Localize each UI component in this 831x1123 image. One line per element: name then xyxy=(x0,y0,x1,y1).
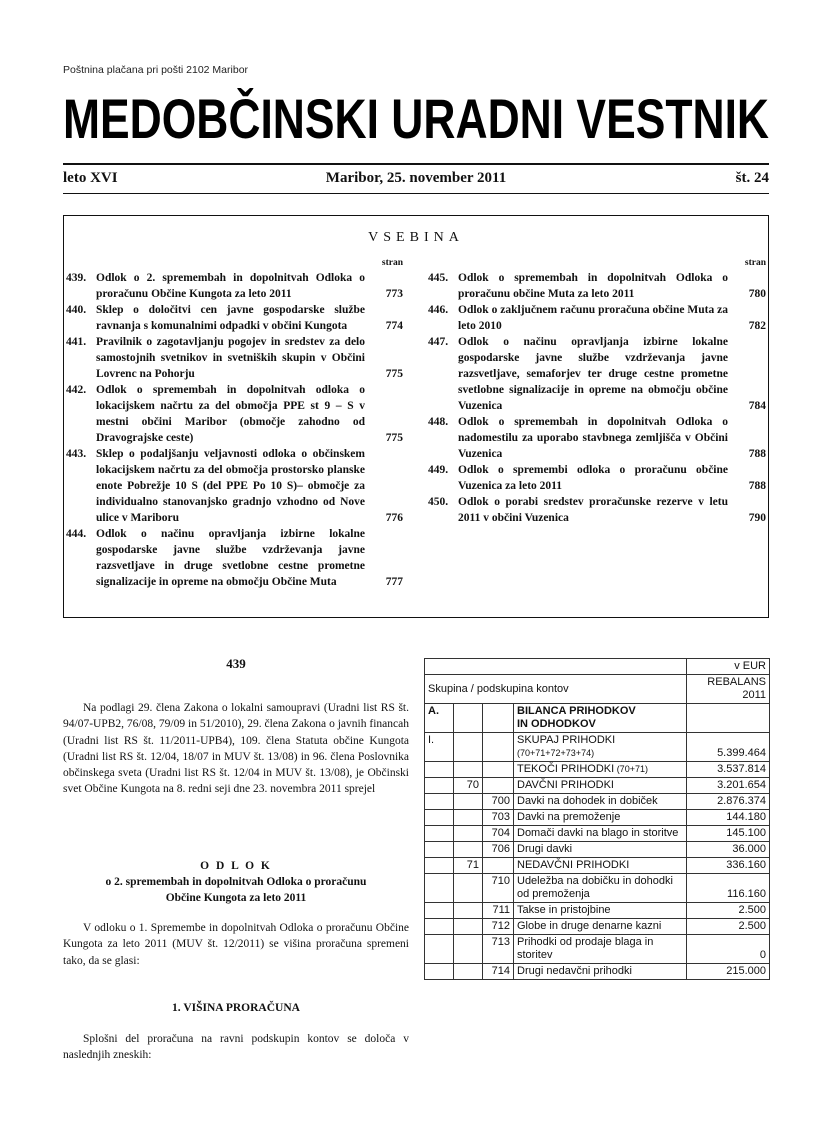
toc-entry-page: 788 xyxy=(748,448,766,460)
budget-subgroup-code: 713 xyxy=(483,935,514,964)
toc-entry-title: Sklep o podaljšanju veljavnosti odloka o občinskem lokacijskem načrtu za del območja prostorsko planske enote Pobrežje 10 S (del PPE Po 10 S)– območje za individualno stanovanjsko gradnjo vzhodno od Nove ulice v Mariboru xyxy=(96,448,365,524)
budget-col-value xyxy=(687,675,770,704)
toc-entry-title: Odlok o načinu opravljanja izbirne lokalne gospodarske javne službe vzdrževanja javne razsvetljave, semaforjev ter druge cestne prometne svetlobne signalizacije in opreme na območju občine Vuzenica xyxy=(458,336,728,412)
budget-value: 0 xyxy=(687,935,770,964)
budget-label xyxy=(514,826,687,842)
budget-label xyxy=(514,794,687,810)
budget-table xyxy=(424,658,770,980)
toc-entry xyxy=(428,270,766,302)
toc-entry-page: 784 xyxy=(748,400,766,412)
budget-label xyxy=(514,874,687,903)
budget-row xyxy=(425,794,770,810)
toc-entry-number: 440. xyxy=(66,304,87,316)
decree-subheading-2: Občine Kungota za leto 2011 xyxy=(165,892,307,904)
budget-group-code xyxy=(454,704,483,733)
budget-subgroup-code xyxy=(483,858,514,874)
budget-label-suffix: (70+71+72+73+74) xyxy=(517,748,595,758)
budget-value: 2.876.374 xyxy=(687,794,770,810)
budget-label xyxy=(514,964,687,980)
toc-entry-title: Pravilnik o zagotavljanju pogojev in sredstev za delo samostojnih svetnikov in svetniških skupin v Občini Lovrenc na Pohorju xyxy=(96,336,365,380)
budget-label-text: DAVČNI PRIHODKI xyxy=(517,779,614,791)
toc-entry xyxy=(66,270,403,302)
budget-row xyxy=(425,826,770,842)
toc-entry-page: 775 xyxy=(385,368,403,380)
budget-label xyxy=(514,778,687,794)
budget-subgroup-code xyxy=(483,704,514,733)
budget-label-text: SKUPAJ PRIHODKI xyxy=(517,734,616,746)
budget-row xyxy=(425,964,770,980)
budget-label-text: Domači davki na blago in storitve xyxy=(517,827,679,839)
budget-currency-row xyxy=(425,659,770,675)
article-preamble: Na podlagi 29. člena Zakona o lokalni samoupravi (Uradni list RS št. 94/07-UPB2, 76/08, 79/09 in 51/2010), 29. člena Zakona o javnih financah (Uradni list RS št. 11/2011-UPB4), 109. člena Statuta občine Kungota (Uradni list RS št. 12/04, 18/07 in MUV št. 13/08) in 96. člena Poslovnika občinskega sveta (Uradni list RS št. 12/04 in MUV št. 13/08), je Občinski svet Občine Kungota na 8. redni seji dne 23. novembra 2011 sprejel xyxy=(63,702,409,796)
budget-label-text: Takse in pristojbine xyxy=(517,904,611,916)
budget-value: 144.180 xyxy=(687,810,770,826)
budget-row xyxy=(425,935,770,964)
budget-label-text: Udeležba na dobičku in dohodki od premoženja xyxy=(517,875,673,900)
budget-group-code xyxy=(454,964,483,980)
toc-entry xyxy=(428,494,766,526)
budget-subgroup-code: 706 xyxy=(483,842,514,858)
budget-label-text: NEDAVČNI PRIHODKI xyxy=(517,859,630,871)
toc-entry-page: 773 xyxy=(385,288,403,300)
budget-label xyxy=(514,762,687,778)
budget-class-code xyxy=(425,919,454,935)
budget-value: 5.399.464 xyxy=(687,733,770,762)
issue-meta-row xyxy=(63,170,769,190)
budget-class-code xyxy=(425,762,454,778)
budget-subgroup-code xyxy=(483,733,514,762)
budget-group-code xyxy=(454,842,483,858)
toc-page-label: stran xyxy=(744,258,766,268)
toc-entry xyxy=(66,334,403,382)
budget-value: 215.000 xyxy=(687,964,770,980)
budget-value: 116.160 xyxy=(687,874,770,903)
budget-class-code: A. xyxy=(425,704,454,733)
table-of-contents xyxy=(63,215,769,618)
budget-label xyxy=(514,810,687,826)
toc-entry-title: Odlok o zaključnem računu proračuna občine Muta za leto 2010 xyxy=(458,304,728,332)
budget-label-text: Globe in druge denarne kazni xyxy=(517,920,662,932)
budget-class-code xyxy=(425,874,454,903)
masthead-title xyxy=(63,86,769,144)
budget-label xyxy=(514,919,687,935)
toc-entry-title: Odlok o spremembi odloka o proračunu občine Vuzenica za leto 2011 xyxy=(458,464,728,492)
budget-group-code xyxy=(454,810,483,826)
budget-label xyxy=(514,903,687,919)
budget-group-code xyxy=(454,733,483,762)
issue-number: št. 24 xyxy=(735,170,769,186)
budget-subgroup-code: 703 xyxy=(483,810,514,826)
budget-label-text: Davki na dohodek in dobiček xyxy=(517,795,658,807)
budget-class-code xyxy=(425,794,454,810)
year-label: leto XVI xyxy=(63,170,118,186)
budget-class-code xyxy=(425,826,454,842)
toc-entry-number: 443. xyxy=(66,448,87,460)
budget-class-code xyxy=(425,810,454,826)
toc-entry xyxy=(66,302,403,334)
toc-entry-title: Odlok o spremembah in dopolnitvah Odloka o proračunu občine Muta za leto 2011 xyxy=(458,272,728,300)
budget-subgroup-code: 700 xyxy=(483,794,514,810)
budget-subgroup-code: 711 xyxy=(483,903,514,919)
budget-subgroup-code: 714 xyxy=(483,964,514,980)
budget-class-code xyxy=(425,858,454,874)
budget-group-code xyxy=(454,903,483,919)
budget-label-text: Drugi nedavčni prihodki xyxy=(517,965,632,977)
toc-entry-page: 782 xyxy=(748,320,766,332)
budget-subgroup-code: 704 xyxy=(483,826,514,842)
postage-note: Poštnina plačana pri pošti 2102 Maribor xyxy=(63,64,249,76)
toc-entry-title: Odlok o 2. spremembah in dopolnitvah Odloka o proračunu Občine Kungota za leto 2011 xyxy=(96,272,365,300)
toc-entry-page: 790 xyxy=(748,512,766,524)
budget-group-code xyxy=(454,762,483,778)
budget-row xyxy=(425,810,770,826)
budget-class-code xyxy=(425,964,454,980)
budget-label xyxy=(514,842,687,858)
toc-entry-number: 441. xyxy=(66,336,87,348)
toc-entry-number: 445. xyxy=(428,272,449,284)
toc-title: VSEBINA xyxy=(368,230,464,245)
budget-label-text: TEKOČI PRIHODKI xyxy=(517,763,615,775)
budget-row xyxy=(425,733,770,762)
budget-row xyxy=(425,704,770,733)
toc-entry-title: Odlok o spremembah in dopolnitvah odloka o lokacijskem načrtu za del območja PPE st 9 – S v mestni občini Maribor (območje zahodno od Dravograjske ceste) xyxy=(96,384,365,444)
budget-label xyxy=(514,935,687,964)
budget-value: 3.537.814 xyxy=(687,762,770,778)
toc-entry xyxy=(428,302,766,334)
budget-value: 36.000 xyxy=(687,842,770,858)
budget-col-value-1: REBALANS xyxy=(707,676,766,688)
budget-label-text: BILANCA PRIHODKOV IN ODHODKOV xyxy=(517,705,636,730)
toc-entry-title: Odlok o porabi sredstev proračunske rezerve v letu 2011 v občini Vuzenica xyxy=(458,496,728,524)
budget-group-code xyxy=(454,794,483,810)
toc-entry-number: 448. xyxy=(428,416,449,428)
toc-entry xyxy=(66,526,403,590)
budget-class-code xyxy=(425,903,454,919)
budget-class-code xyxy=(425,778,454,794)
budget-label-suffix: (70+71) xyxy=(614,764,648,774)
budget-empty-cell xyxy=(425,659,687,675)
toc-entry xyxy=(66,382,403,446)
article-number: 439 xyxy=(226,656,246,671)
toc-entry-page: 775 xyxy=(385,432,403,444)
toc-entry-number: 450. xyxy=(428,496,449,508)
budget-row xyxy=(425,858,770,874)
budget-value: 2.500 xyxy=(687,903,770,919)
budget-row xyxy=(425,842,770,858)
toc-entry-page: 780 xyxy=(748,288,766,300)
toc-entry-title: Sklep o določitvi cen javne gospodarske službe ravnanja s komunalnimi odpadki v občini Kungota xyxy=(96,304,365,332)
budget-value: 3.201.654 xyxy=(687,778,770,794)
budget-group-code xyxy=(454,826,483,842)
budget-label-text: Prihodki od prodaje blaga in storitev xyxy=(517,936,654,961)
toc-entry-title: Odlok o spremembah in dopolnitvah Odloka o nadomestilu za uporabo stavbnega zemljišča v Občini Vuzenica xyxy=(458,416,728,460)
svg-text:MEDOBČINSKI URADNI VESTNIK: MEDOBČINSKI URADNI VESTNIK xyxy=(63,87,769,144)
budget-label xyxy=(514,704,687,733)
budget-label xyxy=(514,733,687,762)
budget-row xyxy=(425,874,770,903)
budget-group-code xyxy=(454,919,483,935)
budget-label-text: Davki na premoženje xyxy=(517,811,621,823)
header-rule-top xyxy=(63,163,769,165)
toc-entry-page: 788 xyxy=(748,480,766,492)
budget-group-code: 71 xyxy=(454,858,483,874)
toc-entry-page: 774 xyxy=(385,320,403,332)
toc-entry-number: 444. xyxy=(66,528,87,540)
toc-entry-number: 442. xyxy=(66,384,87,396)
toc-entry-number: 449. xyxy=(428,464,449,476)
budget-currency: v EUR xyxy=(687,659,770,675)
decree-subheading-1: o 2. spremembah in dopolnitvah Odloka o proračunu xyxy=(105,876,367,888)
budget-col-label: Skupina / podskupina kontov xyxy=(425,675,687,704)
budget-value: 2.500 xyxy=(687,919,770,935)
toc-entry-number: 439. xyxy=(66,272,87,284)
section-title: 1. VIŠINA PRORAČUNA xyxy=(172,1002,300,1014)
toc-page-label: stran xyxy=(381,258,403,268)
budget-value: 145.100 xyxy=(687,826,770,842)
place-date: Maribor, 25. november 2011 xyxy=(325,170,507,186)
budget-group-code: 70 xyxy=(454,778,483,794)
toc-entry xyxy=(66,446,403,526)
toc-entry xyxy=(428,414,766,462)
budget-group-code xyxy=(454,935,483,964)
toc-entry-title: Odlok o načinu opravljanja izbirne lokalne gospodarske javne službe vzdrževanja javne razsvetljave in druge svetlobne cestne prometne signalizacije in opreme na območju Občine Muta xyxy=(96,528,365,588)
budget-subgroup-code xyxy=(483,778,514,794)
budget-group-code xyxy=(454,874,483,903)
budget-subgroup-code: 710 xyxy=(483,874,514,903)
toc-entry-page: 776 xyxy=(385,512,403,524)
budget-row xyxy=(425,778,770,794)
budget-header-row xyxy=(425,675,770,704)
budget-label xyxy=(514,858,687,874)
budget-class-code: I. xyxy=(425,733,454,762)
budget-value xyxy=(687,704,770,733)
toc-entry-page: 777 xyxy=(385,576,403,588)
decree-heading: O D L O K xyxy=(200,860,272,872)
budget-label-text: Drugi davki xyxy=(517,843,573,855)
budget-subgroup-code xyxy=(483,762,514,778)
budget-row xyxy=(425,762,770,778)
toc-entry xyxy=(428,334,766,414)
decree-paragraph-2: Splošni del proračuna na ravni podskupin kontov se določa v naslednjih zneskih: xyxy=(63,1033,409,1062)
header-rule-bottom xyxy=(63,193,769,194)
toc-left-column xyxy=(66,256,403,590)
budget-subgroup-code: 712 xyxy=(483,919,514,935)
toc-entry xyxy=(428,462,766,494)
toc-entry-number: 447. xyxy=(428,336,449,348)
budget-class-code xyxy=(425,935,454,964)
budget-value: 336.160 xyxy=(687,858,770,874)
toc-entry-number: 446. xyxy=(428,304,449,316)
decree-paragraph-1: V odloku o 1. Spremembe in dopolnitvah Odloka o proračunu Občine Kungota za leto 2011 (MUV št. 12/2011) se višina proračuna spremeni tako, da se glasi: xyxy=(63,922,409,967)
toc-right-column xyxy=(428,256,766,526)
budget-row xyxy=(425,903,770,919)
budget-class-code xyxy=(425,842,454,858)
budget-col-value-2: 2011 xyxy=(742,689,766,701)
budget-row xyxy=(425,919,770,935)
